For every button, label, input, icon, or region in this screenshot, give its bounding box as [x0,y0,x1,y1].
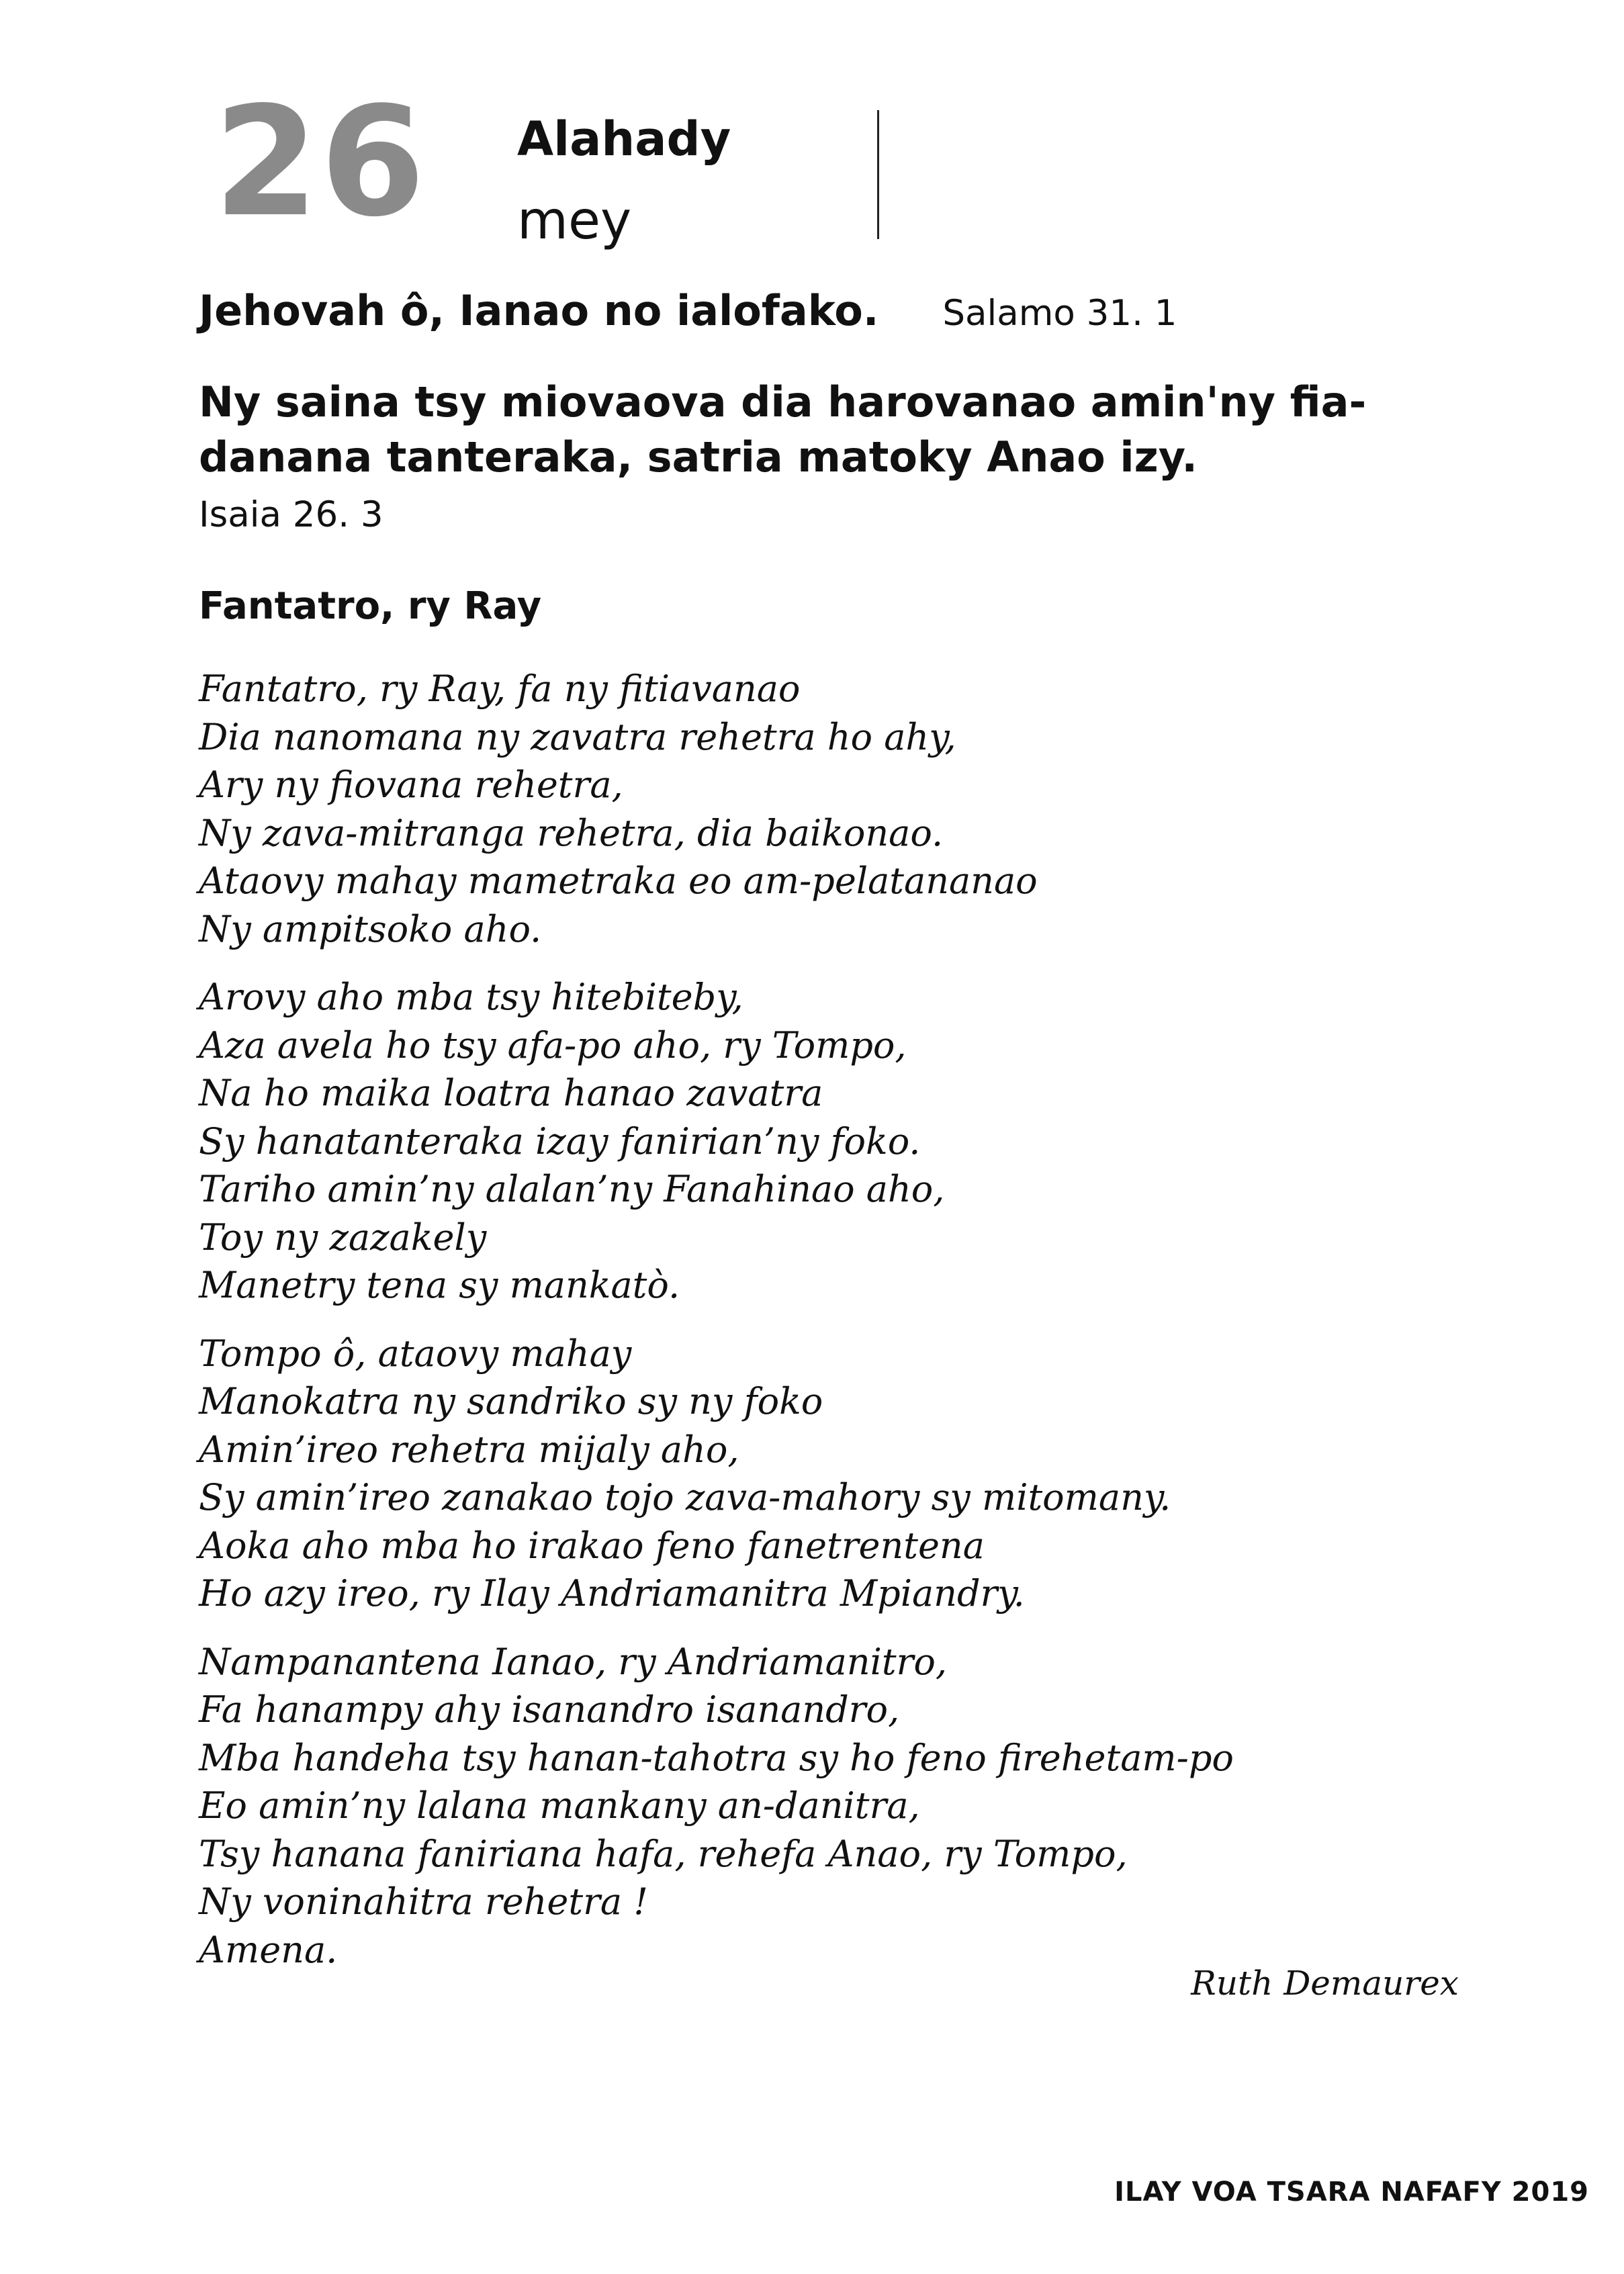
poem-line: Fantatro, ry Ray, fa ny fitiavanao [199,668,801,710]
poem-line: Toy ny zazakely [199,1216,487,1259]
scripture-quote [199,375,1495,485]
poem-line: Ny ampitsoko aho. [199,907,542,950]
poem-line: Ho azy ireo, ry Ilay Andriamanitra Mpiandry. [199,1572,1025,1614]
poem-line: Aoka aho mba ho irakao feno fanetrentena [199,1524,985,1567]
quote-line: Ny saina tsy miovaova dia harovanao amin'ny fia- [199,377,1367,426]
footer-publication: ILAY VOA TSARA NAFAFY 2019 [1114,2177,1589,2208]
poem-line: Nampanantena Ianao, ry Andriamanitro, [199,1640,948,1683]
poem-author: Ruth Demaurex [1191,1964,1459,2003]
day-number: 26 [214,75,427,251]
poem-line: Amin’ireo rehetra mijaly aho, [199,1428,739,1471]
poem-line: Manokatra ny sandriko sy ny foko [199,1380,823,1422]
poem-line: Sy hanatanteraka izay fanirian’ny foko. [199,1120,921,1163]
poem-line: Ny voninahitra rehetra ! [199,1880,648,1923]
poem-line: Mba handeha tsy hanan-tahotra sy ho feno firehetam-po [199,1736,1234,1779]
poem-line: Manetry tena sy mankatò. [199,1264,680,1306]
poem-stanza [199,973,1234,1310]
poem-line: Eo amin’ny lalana mankany an-danitra, [199,1784,920,1827]
poem-line: Tompo ô, ataovy mahay [199,1332,632,1375]
poem-body [199,665,1234,1994]
poem-line: Tsy hanana faniriana hafa, rehefa Anao, ry Tompo, [199,1832,1128,1875]
poem-line: Dia nanomana ny zavatra rehetra ho ahy, [199,715,956,758]
month-label: mey [517,191,632,251]
poem-line: Arovy aho mba tsy hitebiteby, [199,976,743,1018]
poem-stanza [199,1330,1234,1618]
header-divider [877,110,879,239]
quote-reference: Isaia 26. 3 [199,494,384,535]
verse-reference: Salamo 31. 1 [942,293,1177,334]
poem-line: Amena. [199,1928,338,1971]
poem-line: Na ho maika loatra hanao zavatra [199,1072,823,1114]
poem-stanza [199,665,1234,953]
weekday-label: Alahady [517,111,731,167]
poem-line: Sy amin’ireo zanakao tojo zava-mahory sy mitomany. [199,1476,1171,1518]
poem-line: Ary ny fiovana rehetra, [199,764,623,806]
poem-line: Fa hanampy ahy isanandro isanandro, [199,1688,900,1731]
poem-line: Tariho amin’ny alalan’ny Fanahinao aho, [199,1168,945,1210]
poem-title: Fantatro, ry Ray [199,584,542,628]
poem-line: Ataovy mahay mametraka eo am-pelatananao [199,860,1038,902]
poem-line: Ny zava-mitranga rehetra, dia baikonao. [199,811,944,854]
poem-line: Aza avela ho tsy afa-po aho, ry Tompo, [199,1024,907,1066]
quote-line: danana tanteraka, satria matoky Anao izy. [199,433,1198,482]
verse-of-the-day [199,286,1177,335]
poem-stanza [199,1638,1234,1974]
verse-text: Jehovah ô, Ianao no ialofako. [199,286,879,335]
